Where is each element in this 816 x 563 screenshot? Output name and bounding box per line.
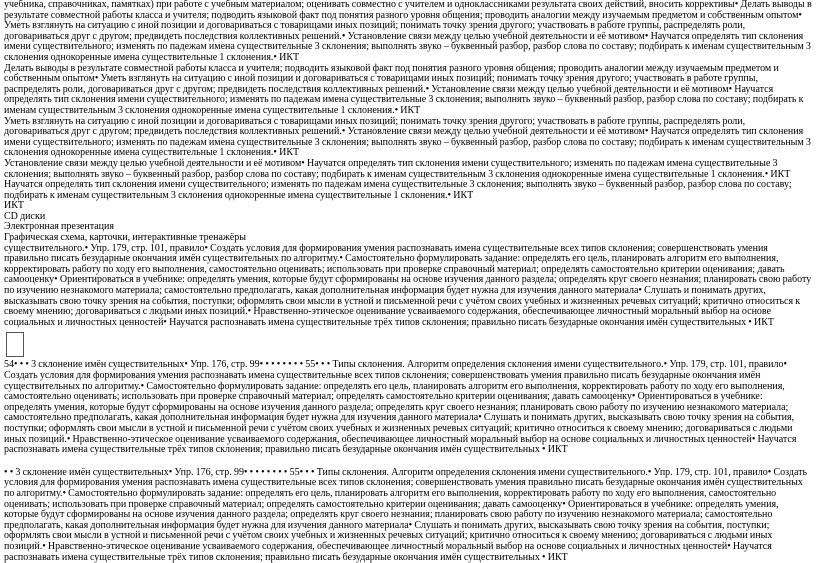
text-paragraph-5: Научатся определять тип склонения имени существительного; изменять по падежам имена существительные 3 склонения; выполнять звуко – буквенный разбор, разбор слова по составу; подбирать к именам существительным 3 склонения однокоренные имена существительные 1 склонения.• ИКТ (4, 179, 792, 201)
empty-table-cell-box (6, 332, 24, 357)
text-paragraph-1: учебника, справочниках, памятках) при работе с учебным материалом; оценивать совместно с учителем и одноклассниками результата своих действий, вносить коррективы• Делать выводы в результате совместной работы класса и учителя; подводить языковой факт под понятия разного уровня общения; проводить аналогии между изучаемым предметом и собственным опытом• Уметь взглянуть на ситуацию с иной позиции и договариваться с товарищами иных позиций; понимать точку зрения другого; участвовать в работе группы, распределять роли, договариваться друг с другом; предвидеть последствия коллективных решений.• Установление связи между целью учебной деятельности и её мотивом• Научатся определять тип склонения имени существительного; изменять по падежам имена существительные 3 склонения; выполнять звуко – буквенный разбор, разбор слова по составу; подбирать к именам существительным 3 склонения однокоренные имена существительные 1 склонения.• ИКТ (4, 0, 812, 63)
text-paragraph-lesson: существительного.• Упр. 179, стр. 101, правило• Создать условия для формирования умения распознавать имена существительные всех типов склонения; совершенствовать умения правильно писать безударные окончания имён существительных по алгоритму.• Самостоятельно формулировать задание: определять его цель, планировать алгоритм его выполнения, корректировать работу по ходу его выполнения, самостоятельно оценивать; использовать при проверке справочный материал; определять самостоятельно критерии оценивания; давать самооценку• Ориентироваться в учебнике: определять умения, которые будут сформированы на основе изучения данного раздела; определять круг своего незнания; планировать свою работу по изучению незнакомого материала; самостоятельно предполагать, какая дополнительная информация будет нужна для изучения данного материала• Слушать и понимать других, высказывать свою точку зрения на события, поступки; оформлять свои мысли в устной и письменной речи с учётом своих учебных и жизненных речевых ситуаций; критично относиться к своему мнению; договариваться с людьми иных позиций.• Нравственно-этическое оценивание усваиваемого содержания, обеспечивающее личностный моральный выбор на основе социальных и личностных ценностей• Научатся распознавать имена существительные трёх типов склонения; правильно писать безударные окончания имён существительных • ИКТ (4, 242, 812, 328)
text-graphic-scheme: Графическая схема, карточки, интерактивные тренажёры (4, 232, 246, 244)
spacer (4, 456, 812, 468)
text-presentation: Электронная презентация (4, 221, 114, 233)
text-paragraph-4: Установление связи между целью учебной деятельности и её мотивом• Научатся определять тип склонения имени существительного; изменять по падежам имена существительные 3 склонения; выполнять звуко – буквенный разбор, разбор слова по составу; подбирать к именам существительным 3 склонения однокоренные имена существительные 1 склонения.• ИКТ (4, 157, 791, 180)
text-cd-disks: CD диски (4, 210, 46, 222)
text-row-repeat: • • 3 склонение имён существительных• Упр. 176, стр. 99• • • • • • • • 55• • • Типы склонения. Алгоритм определения склонения имени существительного.• Упр. 179, стр. 101, правило• Создать условия для формирования умения распознавать имена существительные всех типов склонения; совершенствовать умения правильно писать безударные окончания имён существительных по алгоритму.• Самостоятельно формулировать задание: определять его цель, планировать алгоритм его выполнения, корректировать работу по ходу его выполнения, самостоятельно оценивать; использовать при проверке справочный материал; определять самостоятельно критерии оценивания; давать самооценку• Ориентироваться в учебнике: определять умения, которые будут сформированы на основе изучения данного раздела; определять круг своего незнания; планировать свою работу по изучению незнакомого материала; самостоятельно предполагать, какая дополнительная информация будет нужна для изучения данного материала• Слушать и понимать других, высказывать свою точку зрения на события, поступки; оформлять свои мысли в устной и письменной речи с учётом своих учебных и жизненных речевых ситуаций; критично относиться к своему мнению; договариваться с людьми иных позиций.• Нравственно-этическое оценивание усваиваемого содержания, обеспечивающее личностный моральный выбор на основе социальных и личностных ценностей• Научатся распознавать имена существительные трёх типов склонения; правильно писать безударные окончания имён существительных • ИКТ (4, 466, 808, 563)
text-ikt: ИКТ (4, 200, 24, 212)
text-paragraph-3: Уметь взглянуть на ситуацию с иной позиции и договариваться с товарищами иных позиций; понимать точку зрения другого; участвовать в работе группы, распределять роли, договариваться друг с другом; предвидеть последствия коллективных решений.• Установление связи между целью учебной деятельности и её мотивом• Научатся определять тип склонения имени существительного; изменять по падежам имена существительные 3 склонения; выполнять звуко – буквенный разбор, разбор слова по составу; подбирать к именам существительным 3 склонения однокоренные имена существительные 1 склонения.• ИКТ (4, 115, 811, 159)
text-paragraph-2: Делать выводы в результате совместной работы класса и учителя; подводить языковой факт под понятия разного уровня общения; проводить аналогии между изучаемым предметом и собственным опытом• Уметь взглянуть на ситуацию с иной позиции и договариваться с товарищами иных позиций; понимать точку зрения другого; участвовать в работе группы, распределять роли, договариваться друг с другом; предвидеть последствия коллективных решений.• Установление связи между целью учебной деятельности и её мотивом• Научатся определять тип склонения имени существительного; изменять по падежам имена существительные 3 склонения; выполнять звуко – буквенный разбор, разбор слова по составу; подбирать к именам существительным 3 склонения однокоренные имена существительные 1 склонения.• ИКТ (4, 62, 804, 116)
text-row-54: 54• • • 3 склонение имён существительных• Упр. 176, стр. 99• • • • • • • • 55• • • Типы склонения. Алгоритм определения склонения имени существительного.• Упр. 179, стр. 101, правило• Создать условия для формирования умения распознавать имена существительные всех типов склонения; совершенствовать умения правильно писать безударные окончания имён существительных по алгоритму.• Самостоятельно формулировать задание: определять его цель, планировать алгоритм его выполнения, корректировать работу по ходу его выполнения, самостоятельно оценивать; использовать при проверке справочный материал; определять самостоятельно критерии оценивания; давать самооценку• Ориентироваться в учебнике: определять умения, которые будут сформированы на основе изучения данного раздела; определять круг своего незнания; планировать свою работу по изучению незнакомого материала; самостоятельно предполагать, какая дополнительная информация будет нужна для изучения данного материала• Слушать и понимать других, высказывать свою точку зрения на события, поступки; оформлять свои мысли в устной и письменной речи с учётом своих учебных и жизненных речевых ситуаций; критично относиться к своему мнению; договариваться с людьми иных позиций.• Нравственно-этическое оценивание усваиваемого содержания, обеспечивающее личностный моральный выбор на основе социальных и личностных ценностей• Научатся распознавать имена существительные трёх типов склонения; правильно писать безударные окончания имён существительных • ИКТ (4, 359, 797, 456)
